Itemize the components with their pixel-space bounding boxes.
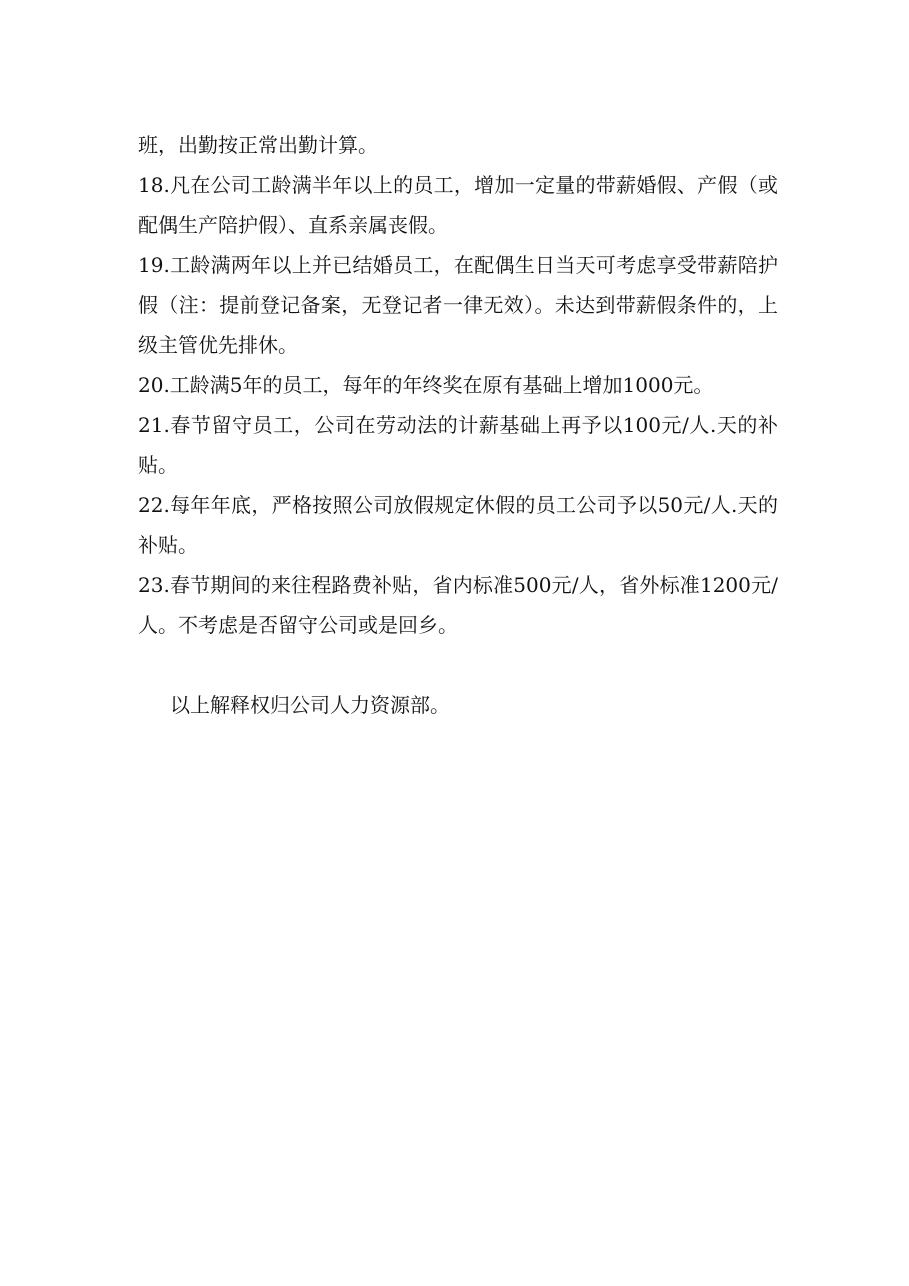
paragraph-item-18: 18.凡在公司工龄满半年以上的员工，增加一定量的带薪婚假、产假（或配偶生产陪护假）、直系亲属丧假。 (138, 173, 778, 237)
paragraph-item-20: 20.工龄满5年的员工，每年的年终奖在原有基础上增加1000元。 (138, 373, 714, 397)
paragraph-item-23: 23.春节期间的来往程路费补贴，省内标准500元/人，省外标准1200元/人。不考虑是否留守公司或是回乡。 (138, 573, 778, 637)
paragraph-item-21: 21.春节留守员工，公司在劳动法的计薪基础上再予以100元/人.天的补贴。 (138, 413, 778, 477)
closing-statement: 以上解释权归公司人力资源部。 (170, 693, 450, 717)
document-body (138, 125, 778, 725)
paragraph-continuation: 班，出勤按正常出勤计算。 (138, 133, 378, 157)
paragraph-item-19: 19.工龄满两年以上并已结婚员工，在配偶生日当天可考虑享受带薪陪护假（注：提前登记备案，无登记者一律无效）。未达到带薪假条件的，上级主管优先排休。 (138, 253, 778, 357)
paragraph-item-22: 22.每年年底，严格按照公司放假规定休假的员工公司予以50元/人.天的补贴。 (138, 493, 778, 557)
